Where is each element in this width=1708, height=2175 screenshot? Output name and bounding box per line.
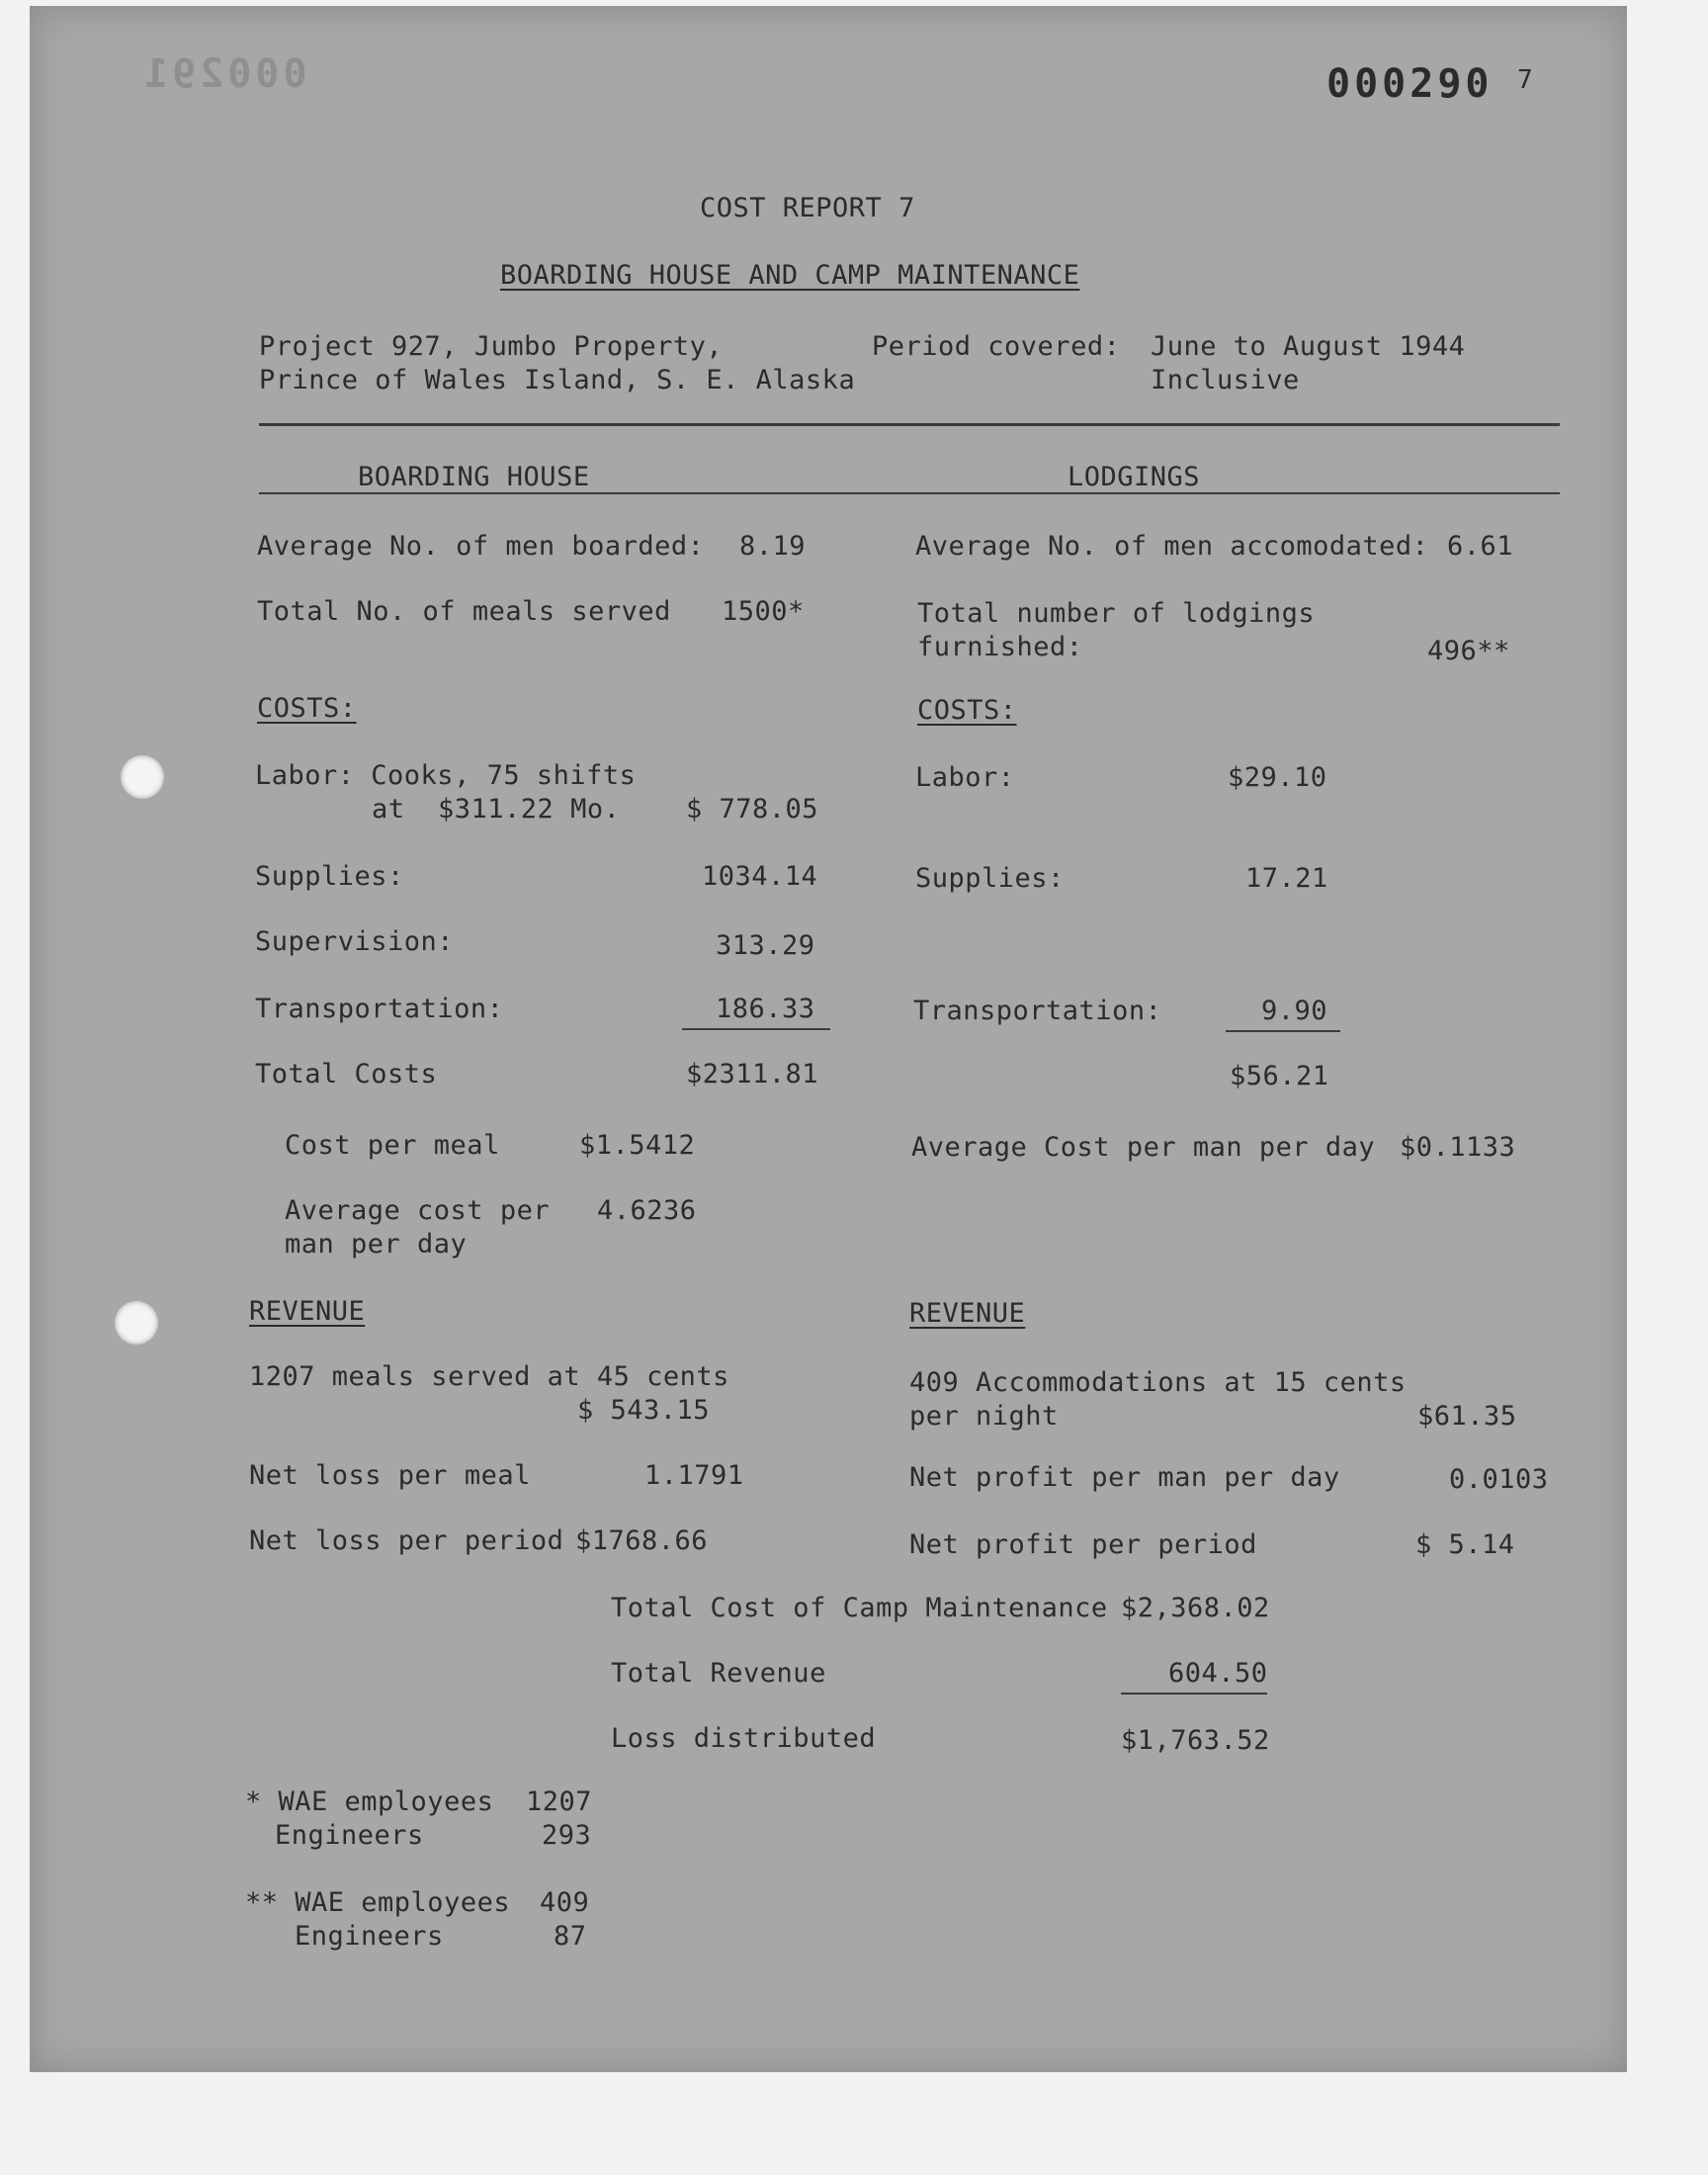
- period-label: Period covered:: [872, 331, 1121, 362]
- boarding-avg-men-label: Average No. of men boarded:: [257, 531, 705, 562]
- boarding-revenue-line: 1207 meals served at 45 cents: [249, 1361, 729, 1392]
- lodgings-revenue-value: $61.35: [1417, 1401, 1517, 1432]
- footnote-2-engineers-label: Engineers: [295, 1921, 444, 1952]
- boarding-cost-per-meal-value: $1.5412: [579, 1130, 696, 1161]
- lodgings-heading: LODGINGS: [1068, 462, 1201, 492]
- lodgings-avg-men-label: Average No. of men accomodated:: [915, 531, 1429, 562]
- lodgings-labor-label: Labor:: [915, 762, 1015, 793]
- lodgings-avg-cost-label: Average Cost per man per day: [911, 1132, 1376, 1163]
- boarding-cost-per-meal-label: Cost per meal: [285, 1130, 500, 1161]
- punch-hole-bottom: [115, 1301, 158, 1345]
- footnote-2-engineers-value: 87: [554, 1921, 587, 1952]
- summary-loss-label: Loss distributed: [611, 1723, 877, 1754]
- summary-total-revenue-label: Total Revenue: [611, 1658, 826, 1689]
- boarding-transport-value: 186.33: [716, 994, 815, 1024]
- boarding-net-loss-period-label: Net loss per period: [249, 1525, 564, 1556]
- boarding-avg-cost-label-1: Average cost per: [285, 1195, 551, 1226]
- summary-loss-value: $1,763.52: [1121, 1725, 1270, 1756]
- lodgings-net-profit-day-value: 0.0103: [1449, 1464, 1549, 1495]
- lodgings-total-value: 496**: [1427, 636, 1510, 666]
- boarding-avg-cost-label-2: man per day: [285, 1229, 468, 1260]
- lodgings-total-label-2: furnished:: [917, 632, 1083, 662]
- lodgings-transport-value: 9.90: [1261, 996, 1328, 1026]
- boarding-supervision-value: 313.29: [716, 930, 815, 961]
- lodgings-net-profit-period-value: $ 5.14: [1415, 1529, 1515, 1560]
- lodgings-revenue-line-2: per night: [909, 1401, 1059, 1432]
- boarding-total-value: $2311.81: [686, 1059, 819, 1089]
- footnote-1-value: 1207: [526, 1786, 593, 1817]
- boarding-avg-men-value: 8.19: [739, 531, 807, 562]
- lodgings-transport-label: Transportation:: [913, 996, 1162, 1026]
- lodgings-supplies-label: Supplies:: [915, 863, 1065, 894]
- footnote-1-engineers-value: 293: [542, 1820, 592, 1851]
- boarding-labor-label: Labor: Cooks, 75 shifts: [255, 760, 637, 791]
- lodgings-total-cost-value: $56.21: [1230, 1061, 1329, 1091]
- boarding-meals-value: 1500*: [722, 596, 805, 627]
- boarding-supplies-value: 1034.14: [702, 861, 818, 892]
- lodgings-revenue-heading: REVENUE: [909, 1298, 1026, 1329]
- boarding-revenue-heading: REVENUE: [249, 1296, 366, 1327]
- lodgings-avg-men-value: 6.61: [1447, 531, 1514, 562]
- summary-total-cost-label: Total Cost of Camp Maintenance: [611, 1593, 1108, 1623]
- boarding-labor-label-2: at $311.22 Mo.: [372, 794, 621, 825]
- boarding-meals-label: Total No. of meals served: [257, 596, 671, 627]
- punch-hole-top: [121, 755, 164, 799]
- boarding-total-label: Total Costs: [255, 1059, 438, 1089]
- bleed-through-stamp: 000291: [140, 51, 307, 97]
- summary-total-rule: [1121, 1693, 1267, 1695]
- footnote-1-engineers-label: Engineers: [275, 1820, 424, 1851]
- summary-total-cost-value: $2,368.02: [1121, 1593, 1270, 1623]
- lodgings-avg-cost-value: $0.1133: [1400, 1132, 1516, 1163]
- boarding-net-loss-meal-label: Net loss per meal: [249, 1460, 531, 1491]
- project-line-1: Project 927, Jumbo Property,: [259, 331, 724, 362]
- lodgings-supplies-value: 17.21: [1245, 863, 1328, 894]
- period-value: June to August 1944: [1151, 331, 1466, 362]
- boarding-subtotal-rule: [682, 1028, 830, 1030]
- lodgings-revenue-line-1: 409 Accommodations at 15 cents: [909, 1367, 1407, 1398]
- column-heading-rule: [259, 492, 1560, 494]
- lodgings-net-profit-day-label: Net profit per man per day: [909, 1462, 1340, 1493]
- document-page: [30, 6, 1627, 2072]
- boarding-avg-cost-value: 4.6236: [597, 1195, 697, 1226]
- summary-total-revenue-value: 604.50: [1168, 1658, 1268, 1689]
- lodgings-subtotal-rule: [1226, 1030, 1340, 1032]
- boarding-revenue-value: $ 543.15: [577, 1395, 711, 1426]
- boarding-supervision-label: Supervision:: [255, 926, 455, 957]
- boarding-supplies-label: Supplies:: [255, 861, 404, 892]
- footnote-1-label: * WAE employees: [245, 1786, 494, 1817]
- document-number-stamp: 000290: [1326, 61, 1494, 107]
- boarding-net-loss-period-value: $1768.66: [575, 1525, 709, 1556]
- boarding-transport-label: Transportation:: [255, 994, 504, 1024]
- footnote-2-value: 409: [540, 1887, 590, 1918]
- document-number-suffix: 7: [1517, 65, 1534, 95]
- lodgings-net-profit-period-label: Net profit per period: [909, 1529, 1257, 1560]
- footnote-2-label: ** WAE employees: [245, 1887, 511, 1918]
- boarding-costs-heading: COSTS:: [257, 693, 357, 724]
- boarding-labor-value: $ 778.05: [686, 794, 819, 825]
- report-subtitle: BOARDING HOUSE AND CAMP MAINTENANCE: [500, 260, 1080, 291]
- period-value-2: Inclusive: [1151, 365, 1300, 395]
- lodgings-costs-heading: COSTS:: [917, 695, 1017, 726]
- project-line-2: Prince of Wales Island, S. E. Alaska: [259, 365, 856, 395]
- boarding-net-loss-meal-value: 1.1791: [644, 1460, 744, 1491]
- header-divider: [259, 423, 1560, 426]
- report-title: COST REPORT 7: [700, 193, 915, 223]
- lodgings-labor-value: $29.10: [1228, 762, 1327, 793]
- lodgings-total-label-1: Total number of lodgings: [917, 598, 1316, 629]
- boarding-house-heading: BOARDING HOUSE: [358, 462, 590, 492]
